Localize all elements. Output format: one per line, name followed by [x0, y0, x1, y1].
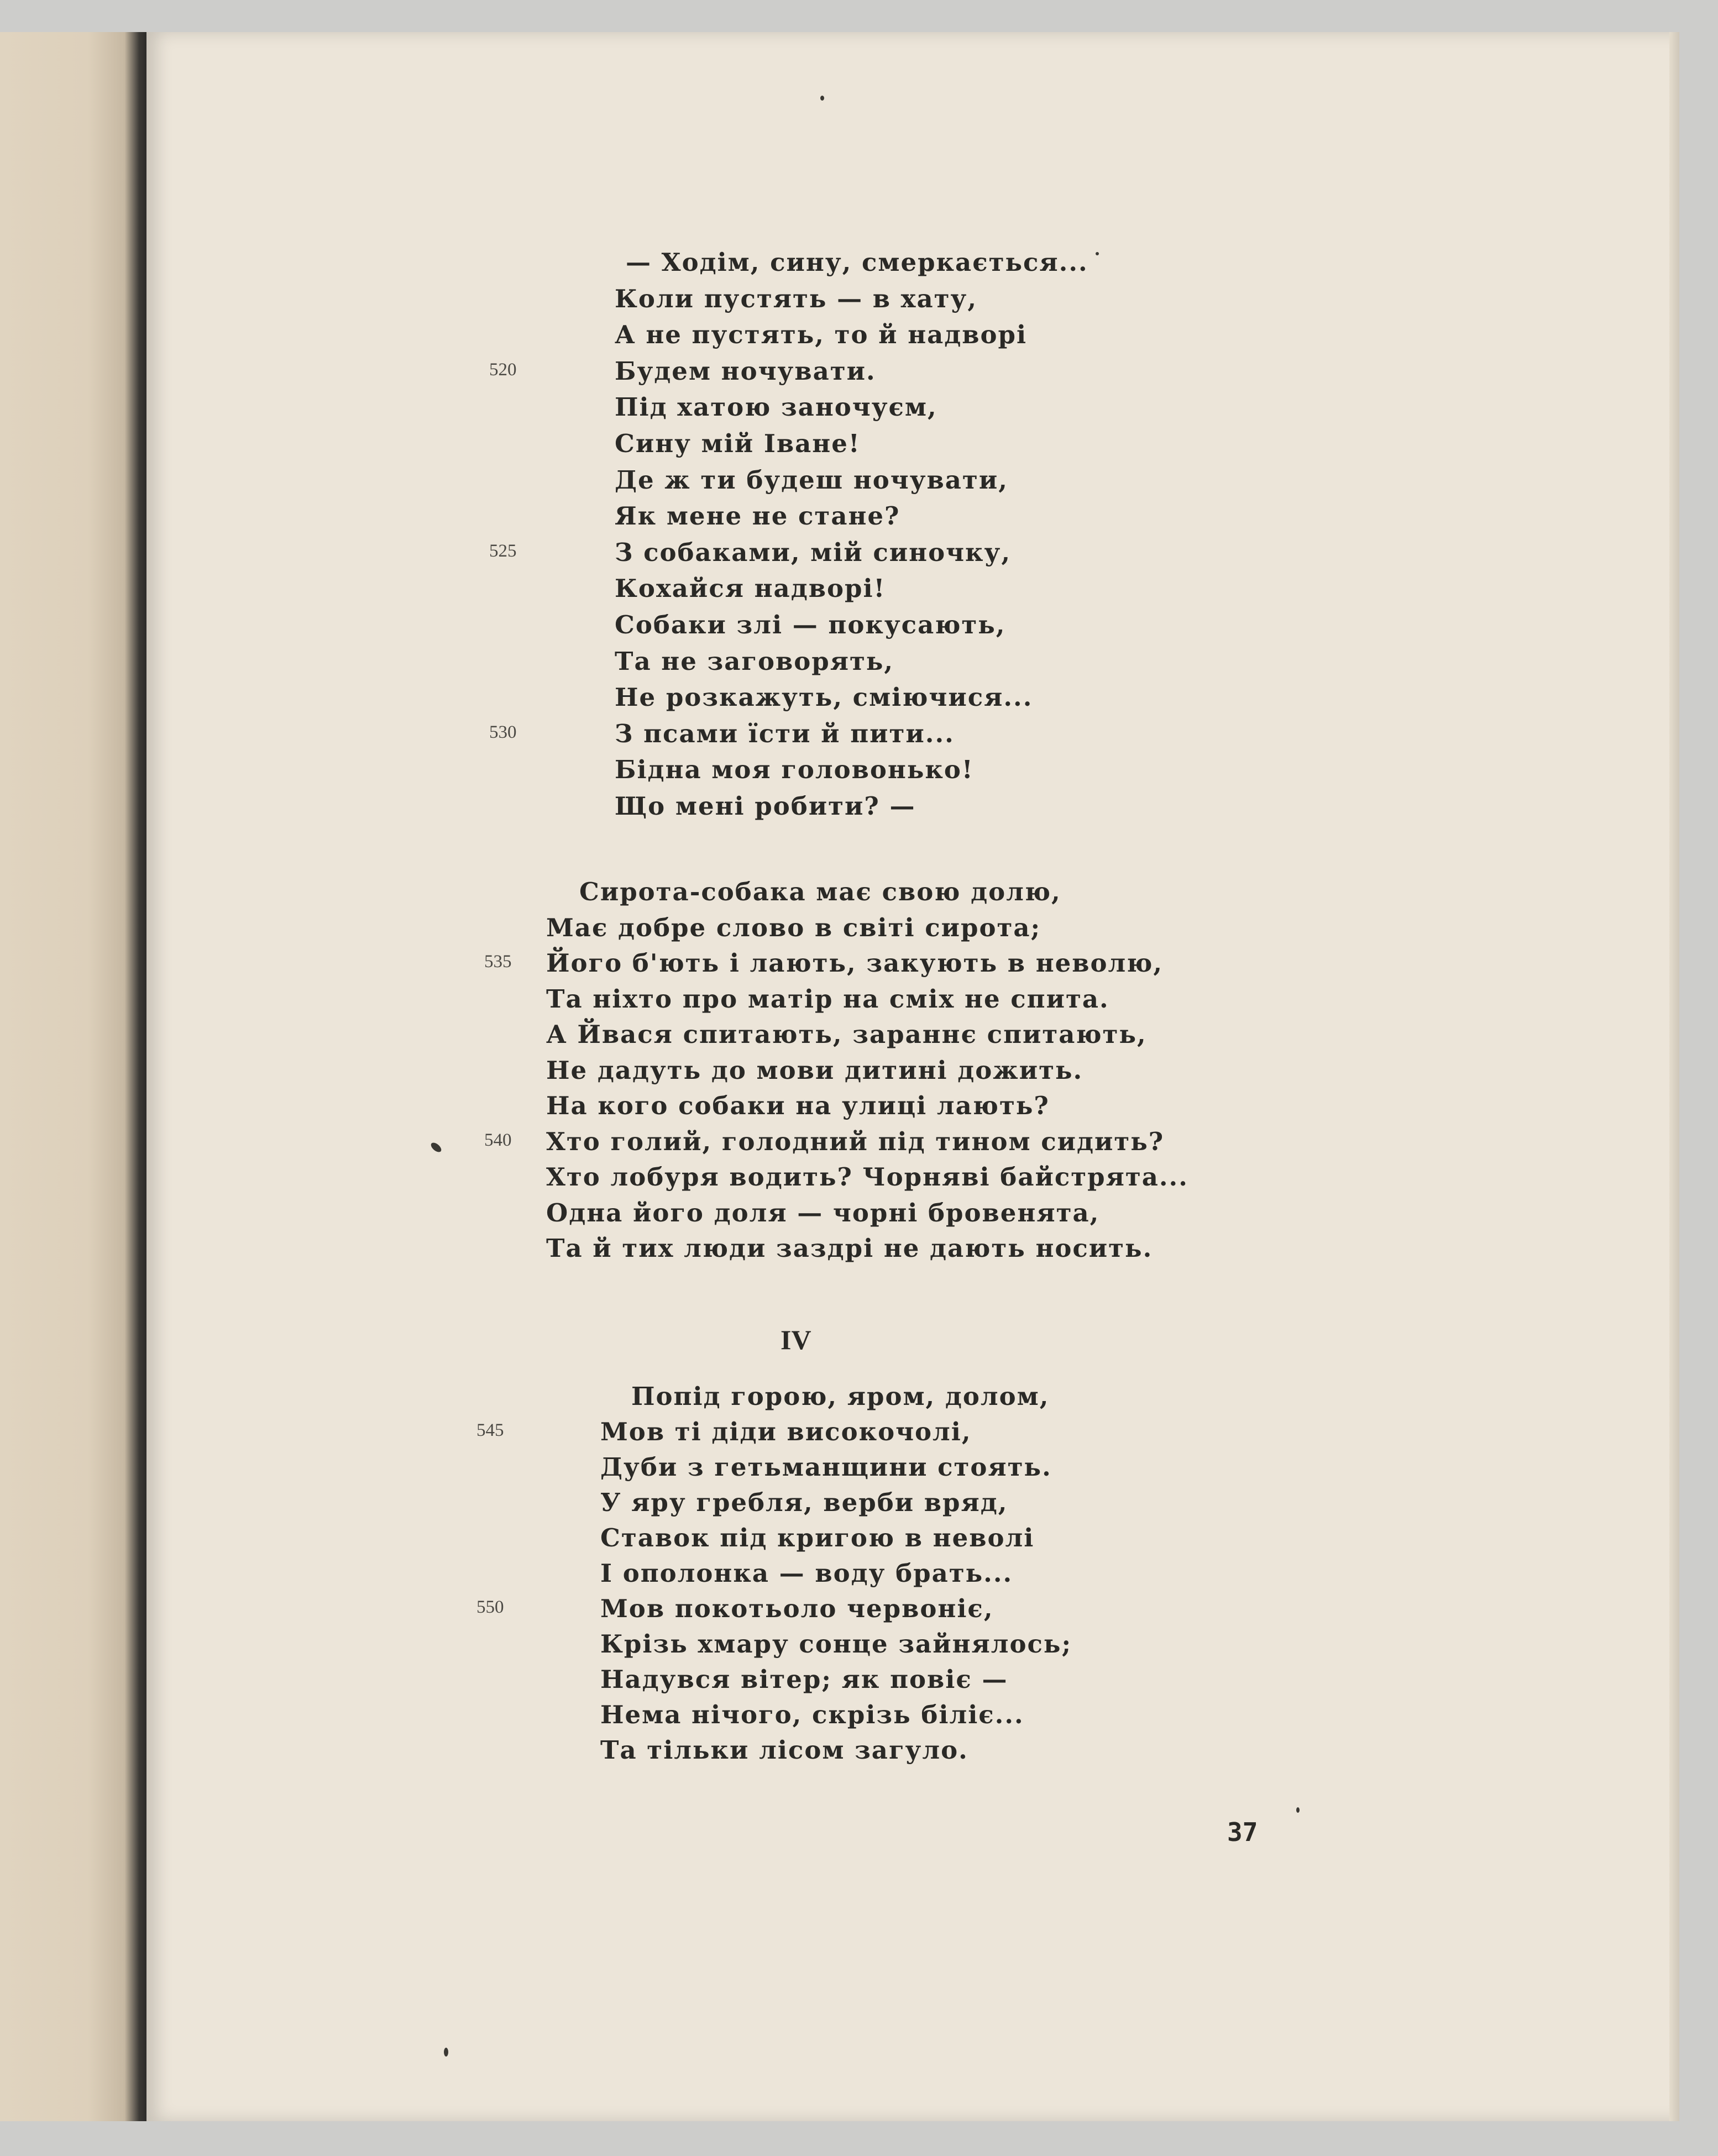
- poem-line: Коли пустять — в хату,: [615, 284, 978, 313]
- poem-line: Хто голий, голодний під тином сидить?: [546, 1127, 1165, 1156]
- poem-line: Та тільки лісом загуло.: [600, 1735, 968, 1765]
- poem-line: Не розкажуть, сміючися...: [615, 683, 1033, 712]
- poem-line: З псами їсти й пити...: [615, 719, 955, 748]
- page-edge: [1669, 32, 1679, 2121]
- poem-line: Мов покотьоло червоніє,: [600, 1594, 994, 1623]
- line-number: 545: [476, 1420, 504, 1440]
- poem-line: Крізь хмару сонце зайнялось;: [600, 1629, 1072, 1659]
- paper-speck: [1096, 252, 1099, 255]
- poem-line: Будем ночувати.: [615, 356, 876, 386]
- line-number: 525: [489, 541, 517, 561]
- paper-speck: [1296, 1807, 1300, 1813]
- poem-line: На кого собаки на улиці лають?: [546, 1091, 1050, 1120]
- poem-line: Одна його доля — чорні бровенята,: [546, 1198, 1100, 1227]
- poem-line: Сирота-собака має свою долю,: [579, 877, 1061, 906]
- poem-line: А не пустять, то й надворі: [615, 320, 1028, 349]
- poem-line: Його б'ють і лають, закують в неволю,: [546, 948, 1164, 978]
- poem-line: Дуби з гетьманщини стоять.: [600, 1452, 1052, 1482]
- poem-line: З собаками, мій синочку,: [615, 538, 1012, 567]
- poem-line: Під хатою заночуєм,: [615, 392, 937, 422]
- poem-line: І ополонка — воду брать...: [600, 1559, 1013, 1588]
- line-number: 520: [489, 360, 517, 380]
- line-number: 530: [489, 722, 517, 742]
- poem-line: Попід горою, яром, долом,: [631, 1382, 1050, 1411]
- line-number: 550: [476, 1597, 504, 1617]
- poem-line: Та ніхто про матір на сміх не спита.: [546, 984, 1109, 1014]
- paper-speck: [820, 96, 824, 101]
- poem-line: Нема нічого, скрізь біліє...: [600, 1700, 1024, 1729]
- poem-line: А Йвася спитають, зараннє спитають,: [546, 1020, 1147, 1049]
- poem-line: Хто лобуря водить? Чорняві байстрята...: [546, 1162, 1188, 1192]
- poem-line: Мов ті діди високочолі,: [600, 1417, 972, 1446]
- poem-line: Що мені робити? —: [615, 791, 916, 821]
- poem-line: Бідна моя головонько!: [615, 755, 974, 784]
- poem-line: — Ходім, сину, смеркається...: [626, 248, 1088, 277]
- poem-line: Де ж ти будеш ночувати,: [615, 465, 1008, 495]
- poem-line: Має добре слово в світі сирота;: [546, 913, 1041, 942]
- poem-line: Кохайся надворі!: [615, 574, 886, 603]
- line-number: 535: [484, 952, 512, 972]
- page-number: 37: [1227, 1817, 1258, 1847]
- paper-speck: [444, 2048, 448, 2057]
- line-number: 540: [484, 1130, 512, 1150]
- poem-line: Не дадуть до мови дитині дожить.: [546, 1056, 1083, 1085]
- poem-line: Як мене не стане?: [615, 501, 900, 531]
- poem-line: Надувся вітер; як повіє —: [600, 1665, 1008, 1694]
- poem-line: Ставок під кригою в неволі: [600, 1523, 1035, 1552]
- poem-line: Та й тих люди заздрі не дають носить.: [546, 1234, 1153, 1263]
- poem-line: Собаки злі — покусають,: [615, 610, 1006, 639]
- book-spine: [0, 32, 146, 2121]
- poem-line: Та не заговорять,: [615, 647, 894, 676]
- poem-line: Сину мій Іване!: [615, 429, 861, 458]
- section-heading: IV: [781, 1324, 811, 1355]
- poem-line: У яру гребля, верби вряд,: [600, 1488, 1008, 1517]
